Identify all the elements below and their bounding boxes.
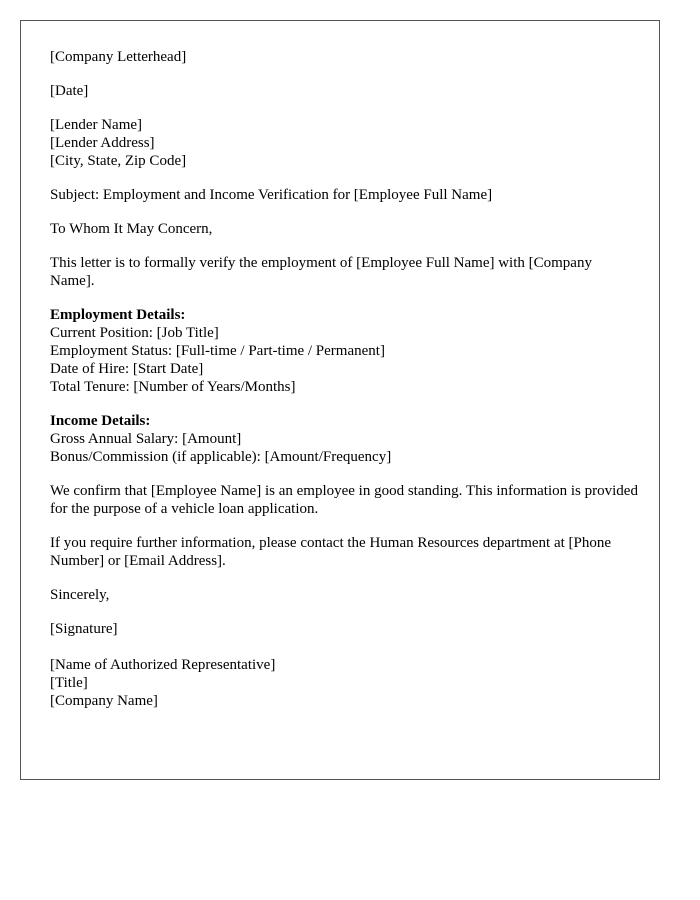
signer-block	[50, 656, 640, 710]
letter-frame	[20, 20, 660, 780]
intro-paragraph: This letter is to formally verify the employment of [Employee Full Name] with [Company Name].	[50, 255, 592, 289]
salutation: To Whom It May Concern,	[50, 221, 213, 237]
total-tenure: Total Tenure: [Number of Years/Months]	[50, 379, 296, 395]
lender-name: [Lender Name]	[50, 117, 143, 133]
income-details	[50, 412, 640, 466]
income-details-heading: Income Details:	[50, 413, 151, 429]
recipient-block	[50, 116, 640, 170]
signer-title: [Title]	[50, 675, 88, 691]
confirmation-paragraph: We confirm that [Employee Name] is an employee in good standing. This information is provided for the purpose of a vehicle loan application.	[50, 483, 638, 517]
employment-details	[50, 306, 640, 396]
letter-date: [Date]	[50, 83, 89, 99]
current-position: Current Position: [Job Title]	[50, 325, 219, 341]
lender-address: [Lender Address]	[50, 135, 155, 151]
company-letterhead: [Company Letterhead]	[50, 49, 187, 65]
subject-line: Subject: Employment and Income Verification for [Employee Full Name]	[50, 187, 493, 203]
closing: Sincerely,	[50, 587, 110, 603]
employment-details-heading: Employment Details:	[50, 307, 186, 323]
letter-body	[50, 48, 640, 726]
bonus-commission: Bonus/Commission (if applicable): [Amount/Frequency]	[50, 449, 392, 465]
employment-status: Employment Status: [Full-time / Part-time / Permanent]	[50, 343, 385, 359]
lender-city-state-zip: [City, State, Zip Code]	[50, 153, 187, 169]
signer-company: [Company Name]	[50, 693, 158, 709]
contact-paragraph: If you require further information, please contact the Human Resources department at [Phone Number] or [Email Address].	[50, 535, 612, 569]
gross-annual-salary: Gross Annual Salary: [Amount]	[50, 431, 242, 447]
signature: [Signature]	[50, 621, 118, 637]
date-of-hire: Date of Hire: [Start Date]	[50, 361, 204, 377]
signer-name: [Name of Authorized Representative]	[50, 657, 276, 673]
